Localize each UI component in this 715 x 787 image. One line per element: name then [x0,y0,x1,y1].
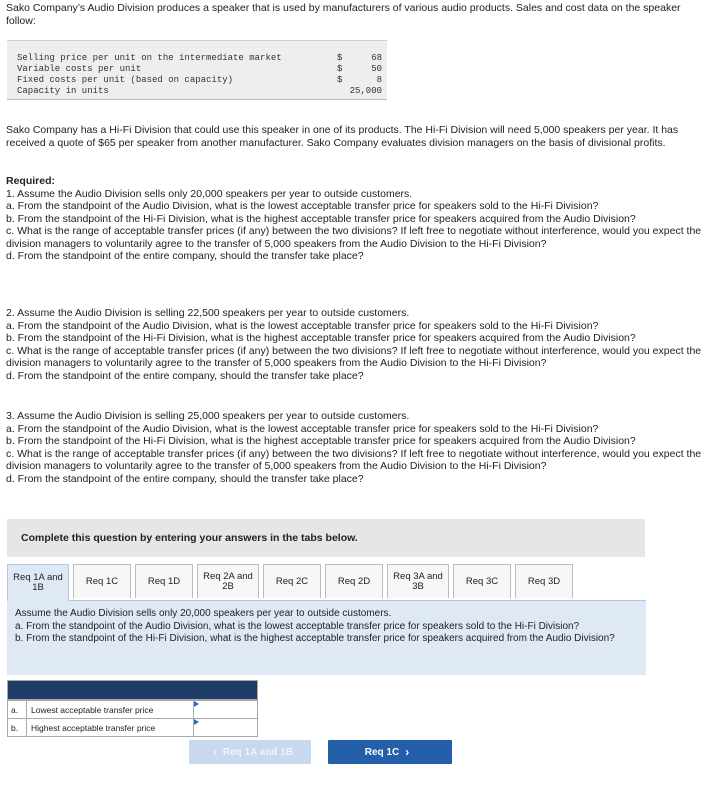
tab-req-3d[interactable] [515,564,573,598]
cost-row [17,64,382,75]
question-panel [7,600,646,675]
tab-label: 3B [412,580,424,592]
row-label: Highest acceptable transfer price [27,719,194,736]
row-letter: a. [8,701,27,718]
tab-req-2a-2b[interactable] [197,564,259,598]
panel-line: a. From the standpoint of the Audio Division, what is the lowest acceptable transfer price for speakers sold to the Hi-Fi Division? [15,620,580,632]
answer-row [8,718,257,736]
cost-label: Selling price per unit on the intermediate market [17,53,282,63]
requirement-line: b. From the standpoint of the Hi-Fi Division, what is the highest acceptable transfer price for speakers acquired from the Audio Division? [6,332,636,344]
row-label: Lowest acceptable transfer price [27,701,194,718]
requirement-line: d. From the standpoint of the entire company, should the transfer take place? [6,369,364,382]
next-tab-button[interactable] [328,740,452,764]
cost-value: 68 [371,53,382,63]
required-part-2 [6,307,712,382]
tab-label: Req 1D [147,575,181,587]
requirement-line: 2. Assume the Audio Division is selling 22,500 speakers per year to outside customers. [6,307,410,319]
scenario-paragraph: Sako Company has a Hi-Fi Division that could use this speaker in one of its products. The Hi-Fi Division will need 5,000 speakers per year. It has received a quote of $65 per speaker from another manufacturer. Sako Company evaluates division managers on the basis of divisional profits. [6,124,679,149]
chevron-left-icon: ‹ [212,745,217,759]
tab-label: 1B [32,582,44,593]
currency-sign: $ [337,53,343,63]
requirement-line: b. From the standpoint of the Hi-Fi Division, what is the highest acceptable transfer price for speakers acquired from the Audio Division? [6,212,636,225]
instructions-banner: Complete this question by entering your answers in the tabs below. [7,519,645,557]
tab-label: Req 2A and [203,570,253,582]
cost-label: Variable costs per unit [17,64,142,74]
tab-req-2c[interactable] [263,564,321,598]
cost-label: Capacity in units [17,86,109,96]
tab-req-2d[interactable] [325,564,383,598]
prev-tab-button[interactable] [189,740,311,764]
required-section [6,175,712,263]
requirement-line: c. What is the range of acceptable transfer prices (if any) between the two divisions? If left free to negotiate without interference, would you expect the division managers to voluntarily agree to the transfer of 5,000 speakers from the Audio Division to the Hi-Fi Division? [6,447,702,472]
panel-line: b. From the standpoint of the Hi-Fi Division, what is the highest acceptable transfer price for speakers acquired from the Audio Division? [15,633,615,644]
tab-label: Req 3A and [393,570,443,582]
tab-label: Req 1A and [13,572,63,583]
cost-value: 8 [376,75,382,85]
cost-value: 25,000 [349,86,382,96]
highest-price-cell [194,719,257,736]
tab-label: 2B [222,580,234,592]
cost-data-table [7,40,387,100]
cost-value: 50 [371,64,382,74]
tab-req-1c[interactable] [73,564,131,598]
answer-row [8,700,257,718]
cost-row [17,86,382,97]
requirement-line: d. From the standpoint of the entire company, should the transfer take place? [6,472,364,485]
requirement-line: d. From the standpoint of the entire company, should the transfer take place? [6,250,364,262]
tab-label: Req 2D [337,575,371,587]
required-heading: Required: [6,175,56,187]
tab-req-1a-1b[interactable] [7,564,69,601]
requirement-line: a. From the standpoint of the Audio Division, what is the lowest acceptable transfer price for speakers sold to the Hi-Fi Division? [6,319,599,332]
tab-req-1d[interactable] [135,564,193,598]
cost-row [17,53,382,64]
row-letter: b. [8,719,27,736]
answer-table [7,680,258,737]
chevron-right-icon: › [405,745,410,759]
currency-sign: $ [337,75,343,85]
required-part-3 [6,410,712,485]
next-tab-label: Req 1C [364,746,400,758]
requirement-line: c. What is the range of acceptable transfer prices (if any) between the two divisions? If left free to negotiate without interference, would you expect the division managers to voluntarily agree to the transfer of 5,000 speakers from the Audio Division to the Hi-Fi Division? [6,225,702,250]
prev-tab-label: Req 1A and 1B [222,746,294,758]
lowest-price-cell [194,701,257,718]
requirement-line: a. From the standpoint of the Audio Division, what is the lowest acceptable transfer price for speakers sold to the Hi-Fi Division? [6,200,599,212]
tab-label: Req 2C [275,575,309,587]
intro-text: Sako Company’s Audio Division produces a speaker that is used by manufacturers of various audio products. Sales and cost data on the speaker follow: [6,2,681,27]
requirement-line: b. From the standpoint of the Hi-Fi Division, what is the highest acceptable transfer price for speakers acquired from the Audio Division? [6,435,636,447]
lowest-transfer-price-input[interactable] [194,701,257,718]
requirement-line: 1. Assume the Audio Division sells only 20,000 speakers per year to outside customers. [6,187,413,200]
requirement-line: a. From the standpoint of the Audio Division, what is the lowest acceptable transfer price for speakers sold to the Hi-Fi Division? [6,422,599,435]
highest-transfer-price-input[interactable] [194,719,257,736]
tab-req-3a-3b[interactable] [387,564,449,598]
requirement-line: 3. Assume the Audio Division is selling 25,000 speakers per year to outside customers. [6,410,410,422]
tab-label: Req 3C [465,575,499,587]
panel-line: Assume the Audio Division sells only 20,000 speakers per year to outside customers. [15,608,392,619]
currency-sign: $ [337,64,343,74]
tab-req-3c[interactable] [453,564,511,598]
tab-label: Req 1C [85,575,119,587]
tab-label: Req 3D [527,575,561,587]
cost-label: Fixed costs per unit (based on capacity) [17,75,234,85]
requirement-tabs [7,564,647,600]
cost-row [17,75,382,86]
requirement-line: c. What is the range of acceptable transfer prices (if any) between the two divisions? If left free to negotiate without interference, would you expect the division managers to voluntarily agree to the transfer of 5,000 speakers from the Audio Division to the Hi-Fi Division? [6,344,702,369]
answer-table-header [8,681,257,700]
